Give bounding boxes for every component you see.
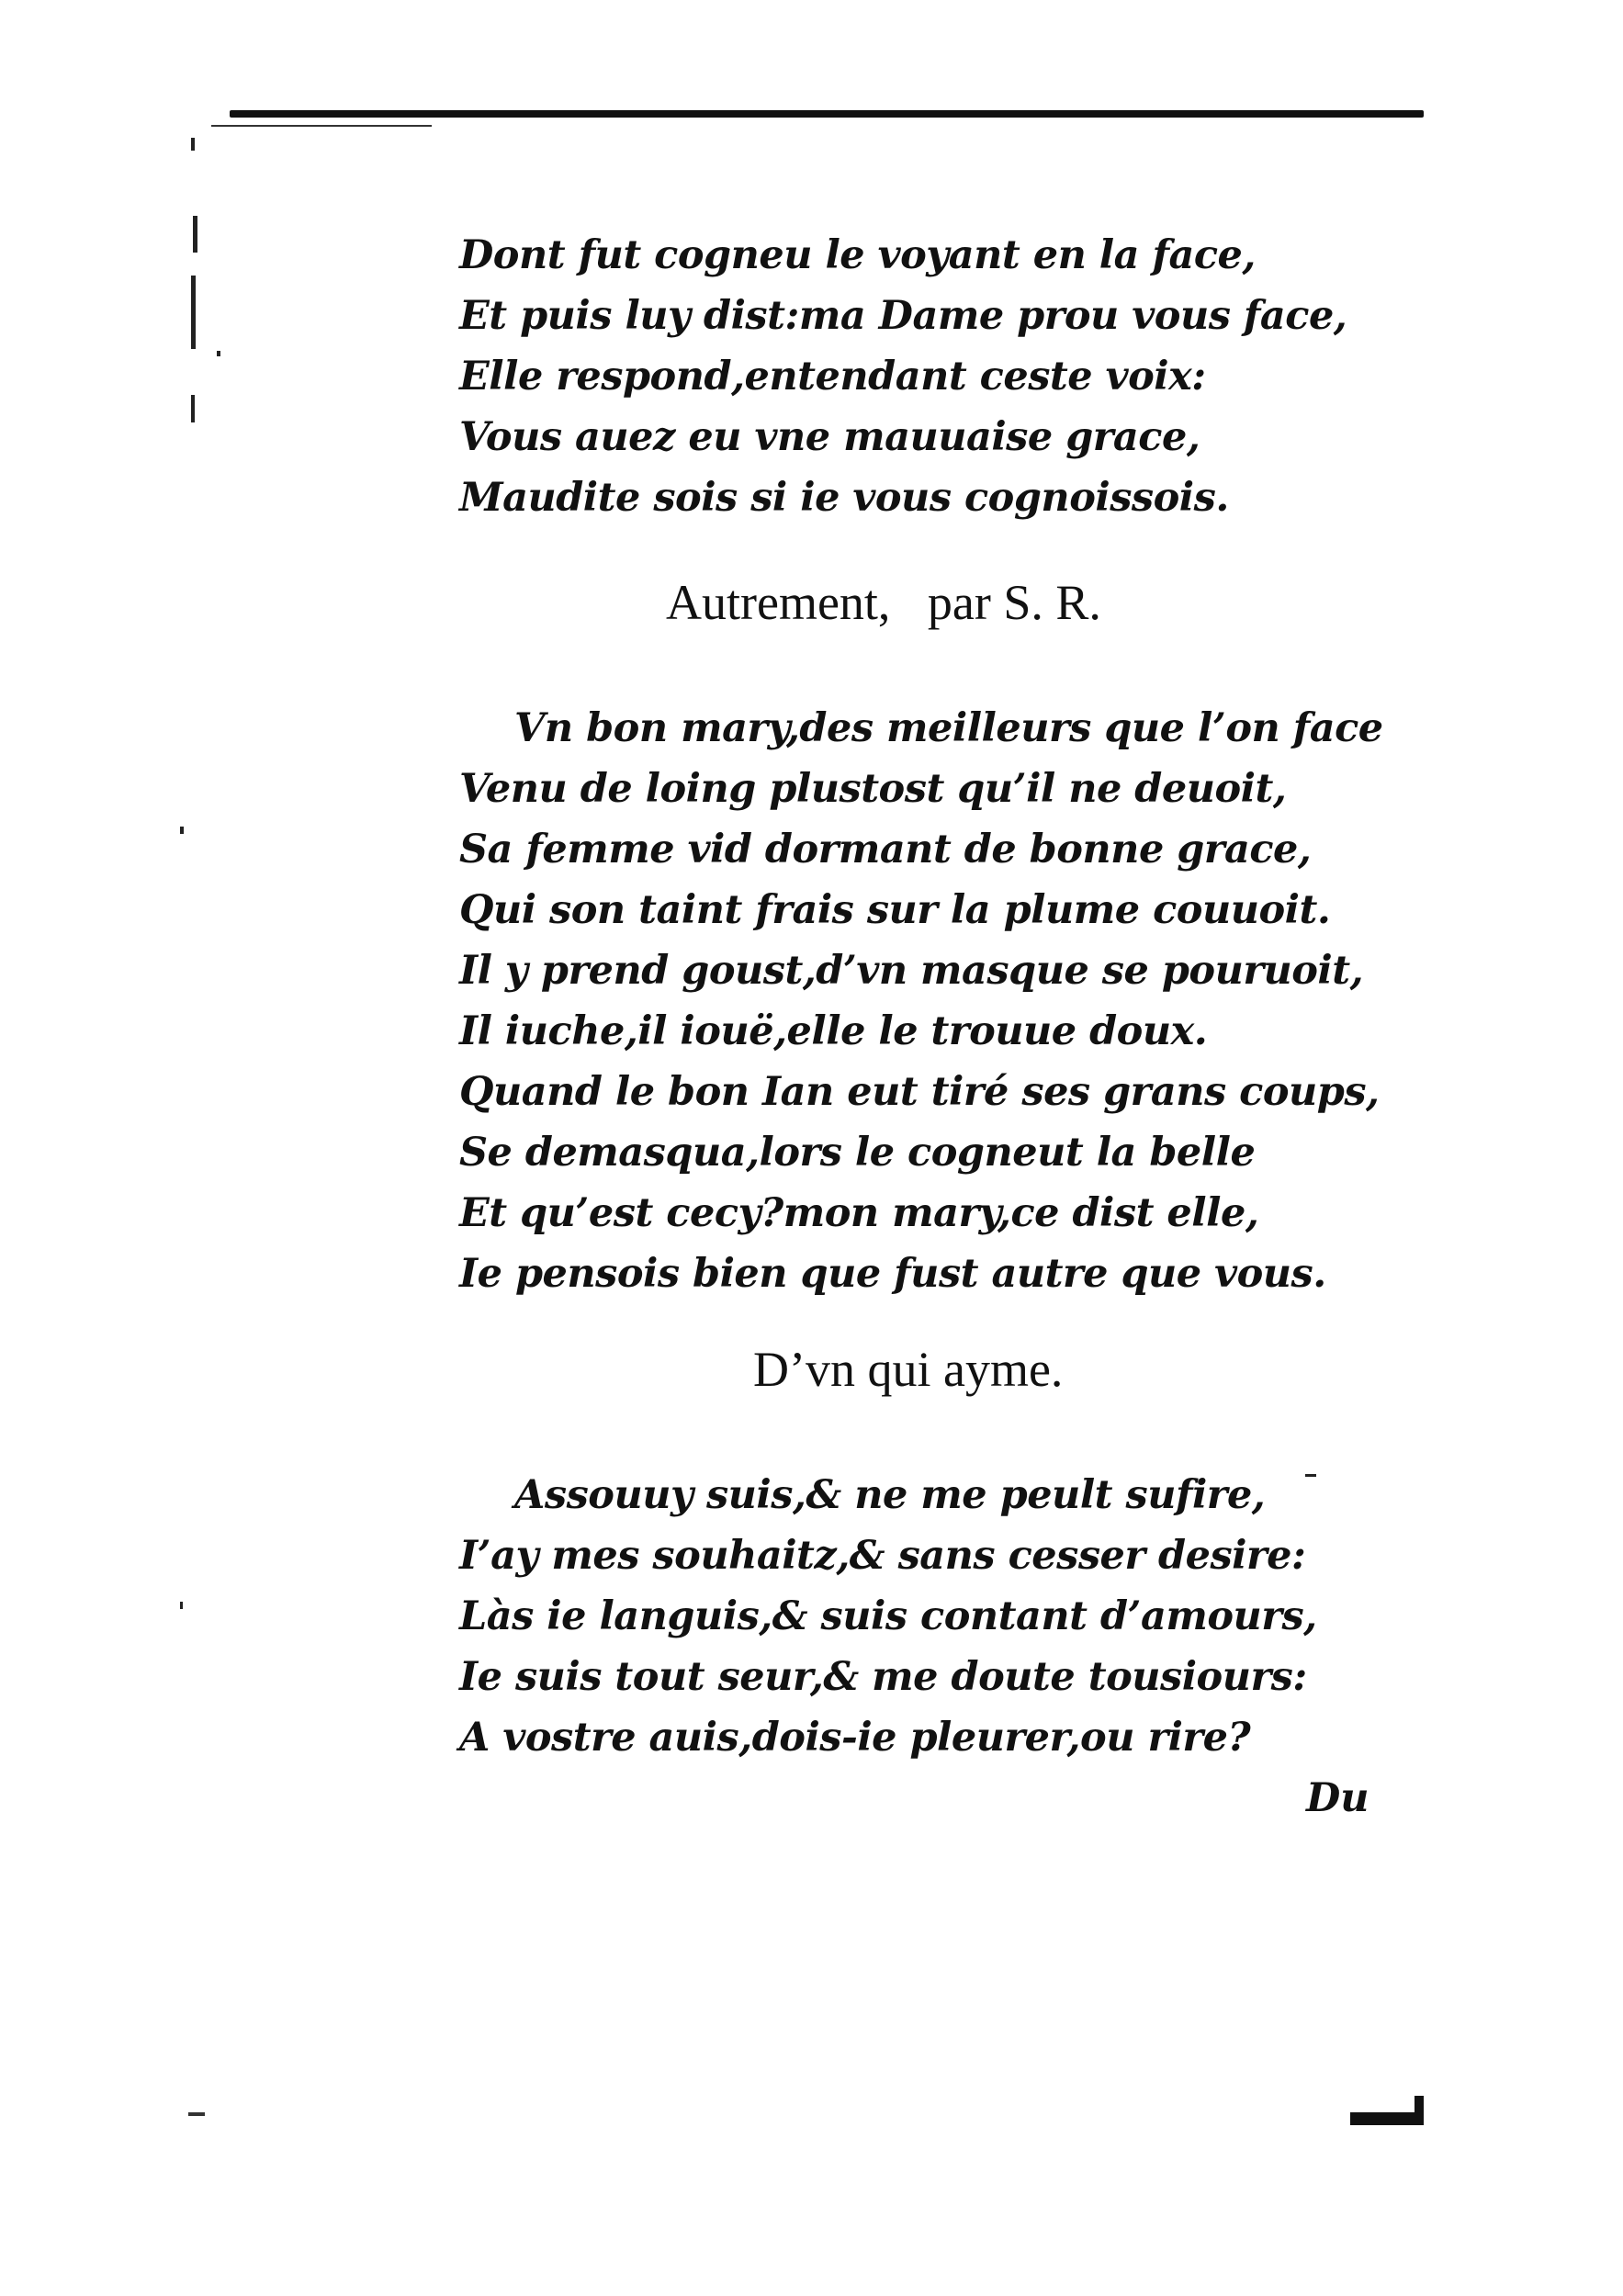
margin-speck [180, 827, 184, 834]
verse-line: Assouuy suis,& ne me peult sufire, [514, 1472, 1266, 1518]
verse-line: Ie suis tout seur,& me doute tousiours: [459, 1654, 1307, 1700]
verse-line: Quand le bon Ian eut tiré ses grans coups, [459, 1069, 1380, 1115]
verse-line: Sa femme vid dormant de bonne grace, [459, 827, 1312, 872]
verse-line: Qui son taint frais sur la plume couuoit. [459, 887, 1331, 933]
verse-line: Il y prend goust,d’vn masque se pouruoit, [459, 948, 1364, 994]
margin-speck [217, 351, 220, 356]
verse-line: Se demasqua,lors le cogneut la belle [459, 1130, 1256, 1176]
verse-line: Il iuche,il iouë,elle le trouue doux. [459, 1008, 1208, 1054]
margin-speck [188, 2112, 205, 2116]
margin-speck [180, 1602, 183, 1609]
verse-line: Vous auez eu vne mauuaise grace, [459, 414, 1200, 460]
stanza-3 [459, 1465, 1317, 1768]
verse-line: Ie pensois bien que fust autre que vous. [459, 1251, 1326, 1297]
stanza-2 [459, 698, 1383, 1304]
verse-line: Maudite sois si ie vous cognoissois. [459, 475, 1229, 521]
verse-line: Venu de loing plustost qu’il ne deuoit, [459, 766, 1287, 812]
section-heading: Autrement, par S. R. [666, 575, 1101, 630]
margin-speck [191, 395, 195, 422]
verse-line: Dont fut cogneu le voyant en la face, [459, 232, 1256, 278]
bottom-rule-mark [1350, 2112, 1424, 2125]
margin-speck [191, 138, 195, 151]
margin-speck [191, 276, 196, 349]
verse-line: Vn bon mary,des meilleurs que l’on face [514, 705, 1383, 751]
verse-line: Et qu’est cecy?mon mary,ce dist elle, [459, 1190, 1259, 1236]
verse-line: Elle respond,entendant ceste voix: [459, 354, 1206, 400]
verse-line: Làs ie languis,& suis contant d’amours, [459, 1593, 1317, 1639]
top-rule [230, 110, 1424, 118]
top-rule-fragment [211, 125, 432, 127]
stanza-1 [459, 225, 1347, 528]
verse-line: I’ay mes souhaitz,& sans cesser desire: [459, 1533, 1306, 1579]
margin-speck [193, 216, 197, 253]
catchword: Du [1306, 1775, 1369, 1821]
section-heading: D’vn qui ayme. [753, 1342, 1064, 1397]
verse-line: Et puis luy dist:ma Dame prou vous face, [459, 293, 1347, 339]
verse-line: A vostre auis,dois-ie pleurer,ou rire? [459, 1715, 1251, 1761]
bottom-rule-tick [1414, 2096, 1424, 2125]
